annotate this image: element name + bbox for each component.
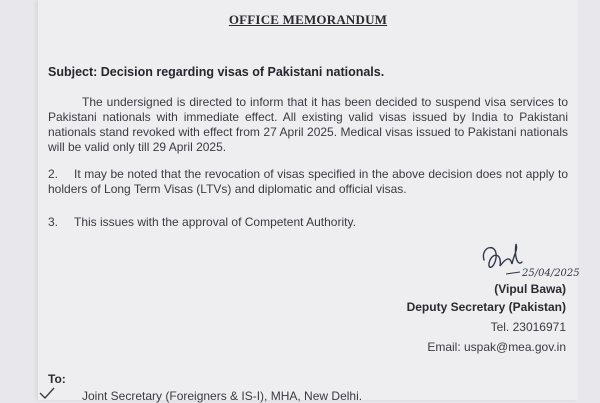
paragraph-2-text: It may be noted that the revocation of visas specified in the above decision does not apply to holders of Long Term Visas (LTVs) and diplomatic and official visas. <box>48 167 568 196</box>
paragraph-2-number: 2. <box>48 167 59 181</box>
paragraph-3 <box>48 215 568 230</box>
paragraph-2 <box>48 167 568 197</box>
memo-title: OFFICE MEMORANDUM <box>228 12 388 27</box>
signature-date: 25/04/2025 <box>522 268 580 279</box>
paragraph-3-text: This issues with the approval of Competent Authority. <box>74 215 356 229</box>
signatory-name: (Vipul Bawa) <box>494 282 566 296</box>
check-mark-icon <box>38 386 56 400</box>
memo-subject: Subject: Decision regarding visas of Pakistani nationals. <box>48 65 385 79</box>
paragraph-3-number: 3. <box>48 215 59 229</box>
signature-block <box>406 240 580 354</box>
recipient-line: Joint Secretary (Foreigners & IS-I), MHA, New Delhi. <box>82 389 363 403</box>
handwritten-signature <box>476 240 580 282</box>
recipients-label: To: <box>48 372 66 386</box>
paragraph-1: The undersigned is directed to inform that it has been decided to suspend visa services to Pakistani nationals with immediate effect. All existing valid visas issued by India to Pakistani nationals stand revoked with effect from 27 April 2025. Medical visas issued to Pakistani nationals will be valid only till 29 April 2025. <box>48 95 568 154</box>
signatory-telephone: Tel. 23016971 <box>490 320 566 334</box>
signatory-designation: Deputy Secretary (Pakistan) <box>406 300 566 314</box>
signatory-email: Email: uspak@mea.gov.in <box>427 340 566 354</box>
memo-page <box>38 0 580 403</box>
